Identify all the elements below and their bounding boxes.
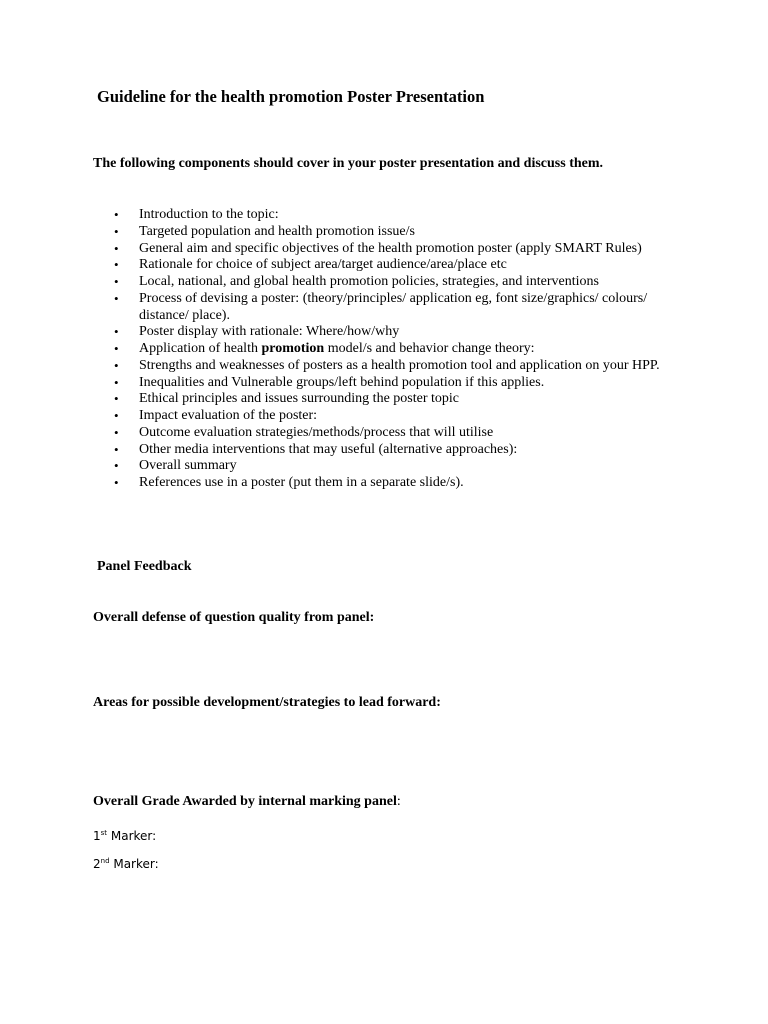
bullet-icon: • xyxy=(114,223,119,239)
second-marker-line: 2nd Marker: xyxy=(93,857,159,871)
list-item: • References use in a poster (put them in a separate slide/s). xyxy=(114,475,464,490)
list-item: • Targeted population and health promotion issue/s xyxy=(114,223,415,239)
list-item: • Outcome evaluation strategies/methods/process that will utilise xyxy=(114,424,494,440)
bullet-icon: • xyxy=(114,458,119,474)
bullet-icon: • xyxy=(114,324,119,340)
bullet-icon: • xyxy=(114,240,119,256)
grade-heading: Overall Grade Awarded by internal marking panel: xyxy=(93,794,401,809)
areas-heading: Areas for possible development/strategies to lead forward: xyxy=(93,695,441,710)
panel-feedback-heading: Panel Feedback xyxy=(97,559,192,574)
bullet-icon: • xyxy=(114,424,119,440)
list-item: • Strengths and weaknesses of posters as a health promotion tool and application on your HPP. xyxy=(114,357,660,373)
bullet-icon: • xyxy=(114,441,119,457)
list-item: • Application of health promotion model/s and behavior change theory: xyxy=(114,341,535,356)
list-item: • Introduction to the topic: xyxy=(114,207,279,222)
list-item: • Other media interventions that may useful (alternative approaches): xyxy=(114,441,518,457)
bullet-icon: • xyxy=(114,391,119,407)
bullet-icon: • xyxy=(114,341,119,356)
list-item: • Impact evaluation of the poster: xyxy=(114,408,318,423)
list-item: • Overall summary xyxy=(114,458,237,474)
list-item: • General aim and specific objectives of the health promotion poster (apply SMART Rules) xyxy=(114,240,642,256)
list-item: • Process of devising a poster: (theory/principles/ application eg, font size/graphics/ colours/ distance/ place). xyxy=(114,290,648,323)
document-title: Guideline for the health promotion Poster Presentation xyxy=(97,87,485,106)
bullet-icon: • xyxy=(114,475,119,490)
bullet-icon: • xyxy=(114,408,119,423)
list-item: • Local, national, and global health promotion policies, strategies, and interventions xyxy=(114,274,599,289)
bullet-icon: • xyxy=(114,357,119,373)
bullet-icon: • xyxy=(114,274,119,289)
bullet-icon: • xyxy=(114,374,119,390)
list-item: • Poster display with rationale: Where/how/why xyxy=(114,324,400,340)
list-item: • Inequalities and Vulnerable groups/left behind population if this applies. xyxy=(114,374,545,390)
bullet-icon: • xyxy=(114,290,119,306)
list-item: • Rationale for choice of subject area/target audience/area/place etc xyxy=(114,257,507,273)
first-marker-line: 1st Marker: xyxy=(93,829,157,843)
defense-heading: Overall defense of question quality from panel: xyxy=(93,610,375,625)
components-list xyxy=(93,207,673,492)
list-item: • Ethical principles and issues surrounding the poster topic xyxy=(114,391,459,407)
bullet-icon: • xyxy=(114,257,119,273)
bullet-icon: • xyxy=(114,207,119,222)
intro-text: The following components should cover in your poster presentation and discuss them. xyxy=(93,156,604,171)
